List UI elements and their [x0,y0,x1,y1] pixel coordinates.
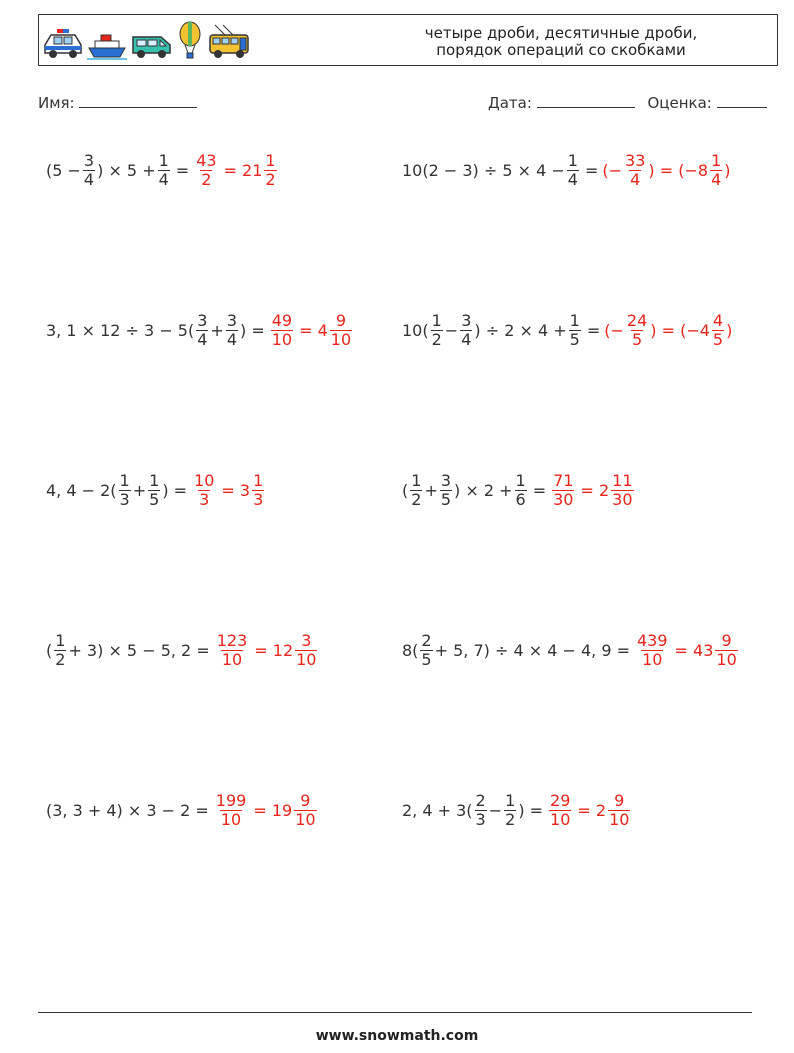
answer: (− $\frac{33}{4}$ ) = (−8 $\frac{1}{4}$ ) [602,150,731,189]
date-line [537,95,635,108]
name-label: Имя: [38,94,75,112]
name-line [79,95,197,108]
fraction: $\frac{1}{6}$ [515,470,526,509]
answer: $\frac{71}{30}$ = 2 $\frac{11}{30}$ [553,470,633,509]
problem-10: 2, 4 + 3( $\frac{2}{3}$ − $\frac{1}{2}$ ) = $\frac{29}{10}$ = 2 $\frac{9}{10}$ [402,780,632,840]
fraction: $\frac{3}{4}$ [461,310,472,349]
fraction: $\frac{1}{5}$ [149,470,160,509]
answer: $\frac{29}{10}$ = 2 $\frac{9}{10}$ [550,790,630,829]
problem-5: 4, 4 − 2( $\frac{1}{3}$ + $\frac{1}{5}$ ) = $\frac{10}{3}$ = 3 $\frac{1}{3}$ [46,460,266,520]
fraction: $\frac{3}{5}$ [440,470,452,509]
fraction: $\frac{1}{4}$ [158,150,169,189]
hot-air-balloon-icon [177,21,203,61]
worksheet-title: четыре дроби, десятичные дроби, порядок операций со скобками [424,24,698,59]
worksheet-header [38,14,778,66]
fraction: $\frac{1}{4}$ [567,150,578,189]
problem-1: (5 − $\frac{3}{4}$ ) × 5 + $\frac{1}{4}$ = $\frac{43}{2}$ = 21 $\frac{1}{2}$ [46,140,279,200]
footer-url[interactable]: www.snowmath.com [315,1028,479,1044]
answer: $\frac{49}{10}$ = 4 $\frac{9}{10}$ [271,310,352,349]
police-car-icon [43,27,83,61]
fraction: $\frac{1}{2}$ [411,470,422,509]
problem-6: ( $\frac{1}{2}$ + $\frac{3}{5}$ ) × 2 + $\frac{1}{6}$ = $\frac{71}{30}$ = 2 $\frac{11}{30}$ [402,460,636,520]
answer: $\frac{199}{10}$ = 19 $\frac{9}{10}$ [215,790,316,829]
fraction: $\frac{3}{4}$ [83,150,95,189]
problem-3: 3, 1 × 12 ÷ 3 − 5( $\frac{3}{4}$ + $\frac{3}{4}$ ) = $\frac{49}{10}$ = 4 $\frac{9}{10}$ [46,300,354,360]
problem-4: 10( $\frac{1}{2}$ − $\frac{3}{4}$ ) ÷ 2 × 4 + $\frac{1}{5}$ = (− $\frac{24}{5}$ ) = (−4 $\frac{4}{5}$ ) [402,310,733,349]
date-label: Дата: [488,94,532,112]
grade-line [717,95,767,108]
fraction: $\frac{1}{2}$ [55,630,66,669]
answer: $\frac{43}{2}$ = 21 $\frac{1}{2}$ [196,150,276,189]
grade-label: Оценка: [647,94,712,112]
van-icon [131,31,173,61]
problem-7: ( $\frac{1}{2}$ + 3) × 5 − 5, 2 = $\frac{123}{10}$ = 12 $\frac{3}{10}$ [46,620,319,680]
problem-9: (3, 3 + 4) × 3 − 2 = $\frac{199}{10}$ = 19 $\frac{9}{10}$ [46,780,319,840]
problem-8: 8( $\frac{2}{5}$ + 5, 7) ÷ 4 × 4 − 4, 9 = $\frac{439}{10}$ = 43 $\frac{9}{10}$ [402,620,740,680]
footer-divider [38,1012,752,1013]
fraction: $\frac{1}{5}$ [569,310,580,349]
boat-icon [87,31,127,61]
fraction: $\frac{1}{2}$ [431,310,442,349]
answer: $\frac{10}{3}$ = 3 $\frac{1}{3}$ [194,470,264,509]
header-icons [43,21,251,61]
answer: $\frac{439}{10}$ = 43 $\frac{9}{10}$ [637,630,737,669]
answer: (− $\frac{24}{5}$ ) = (−4 $\frac{4}{5}$ ) [604,310,733,349]
trolleybus-icon [207,23,251,61]
fraction: $\frac{1}{2}$ [505,790,516,829]
fraction: $\frac{3}{4}$ [197,310,208,349]
name-field [38,94,197,112]
answer: $\frac{123}{10}$ = 12 $\frac{3}{10}$ [216,630,317,669]
fraction: $\frac{2}{5}$ [421,630,432,669]
fraction: $\frac{1}{3}$ [119,470,130,509]
date-grade-fields [488,94,767,112]
problem-2: 10(2 − 3) ÷ 5 × 4 − $\frac{1}{4}$ = (− $\frac{33}{4}$ ) = (−8 $\frac{1}{4}$ ) [402,150,731,189]
fraction: $\frac{3}{4}$ [226,310,238,349]
fraction: $\frac{2}{3}$ [475,790,486,829]
